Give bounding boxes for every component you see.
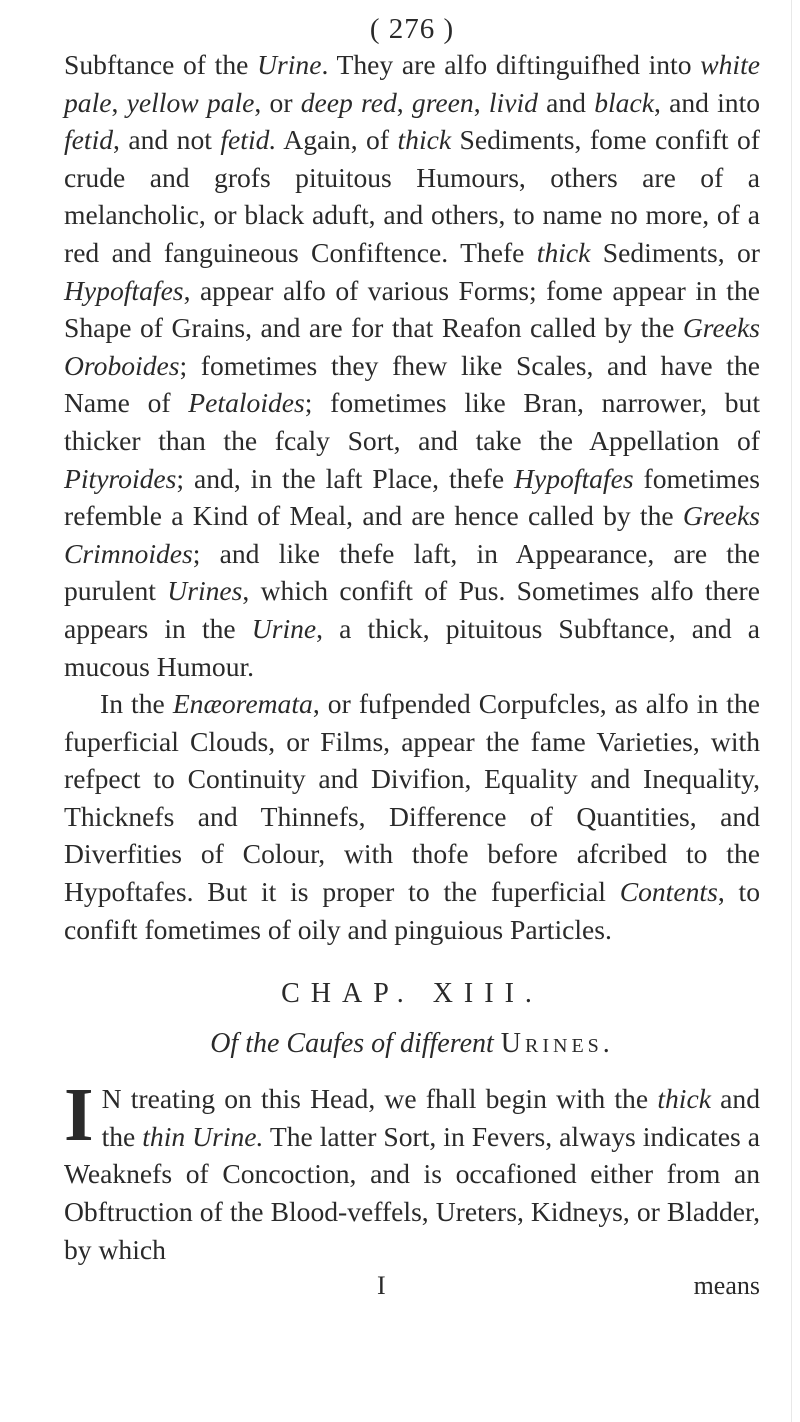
chapter-subheading: Of the Caufes of different Urines. [210,1028,614,1060]
signature-mark: I [377,1271,386,1301]
paragraph-urine-sediments: Subftance of the Urine. They are alfo diftinguifhed into white pale, yellow pale, or deep red, green, livid and black, and into fetid, and not fetid. Again, of thick Sediments, fome confift of crude and grofs pituitous Humours, others are of a melancholic, or black aduft, and others, to name no more, of a red and fanguineous Confiftence. Thefe thick Sediments, or Hypoftafes, appear alfo of various Forms; fome appear in the Shape of Grains, and are for that Reafon called by the Greeks Oroboides; fometimes they fhew like Scales, and have the Name of Petaloides; fometimes like Bran, narrower, but thicker than the fcaly Sort, and take the Appellation of Pityroides; and, in the laft Place, thefe Hypoftafes fometimes refemble a Kind of Meal, and are hence called by the Greeks Crimnoides; and like thefe laft, in Appearance, are the purulent Urines, which confift of Pus. Sometimes alfo there appears in the Urine, a thick, pituitous Subftance, and a mucous Humour. [64,49,761,682]
page-number: ( 276 ) [369,13,455,45]
paragraph-enaeoremata: In the Enæoremata, or fufpended Corpufcles, as alfo in the fuperficial Clouds, or Films, appear the fame Varieties, with refpect to Continuity and Divifion, Equality and Inequality, Thicknefs and Thinnefs, Difference of Quantities, and Diverfities of Colour, with thofe before afcribed to the Hypoftafes. But it is proper to the fuperficial Contents, to confift fometimes of oily and pinguious Particles. [64,688,760,945]
drop-cap-letter: I [64,1073,94,1158]
page-edge [791,0,792,1422]
catchword: means [693,1271,760,1301]
paragraph-thick-thin-urine: N treating on this Head, we fhall begin with the thick and the thin Urine. The latter Sort, in Fevers, always indicates a Weaknefs of Concoction, and is occafioned either from an Obftruction of the Blood-veffels, Ureters, Kidneys, or Bladder, by which [64,1083,761,1265]
chapter-heading: CHAP. XIII. [281,978,543,1010]
page-footer [64,1268,760,1304]
chapter-body [64,1073,761,1268]
